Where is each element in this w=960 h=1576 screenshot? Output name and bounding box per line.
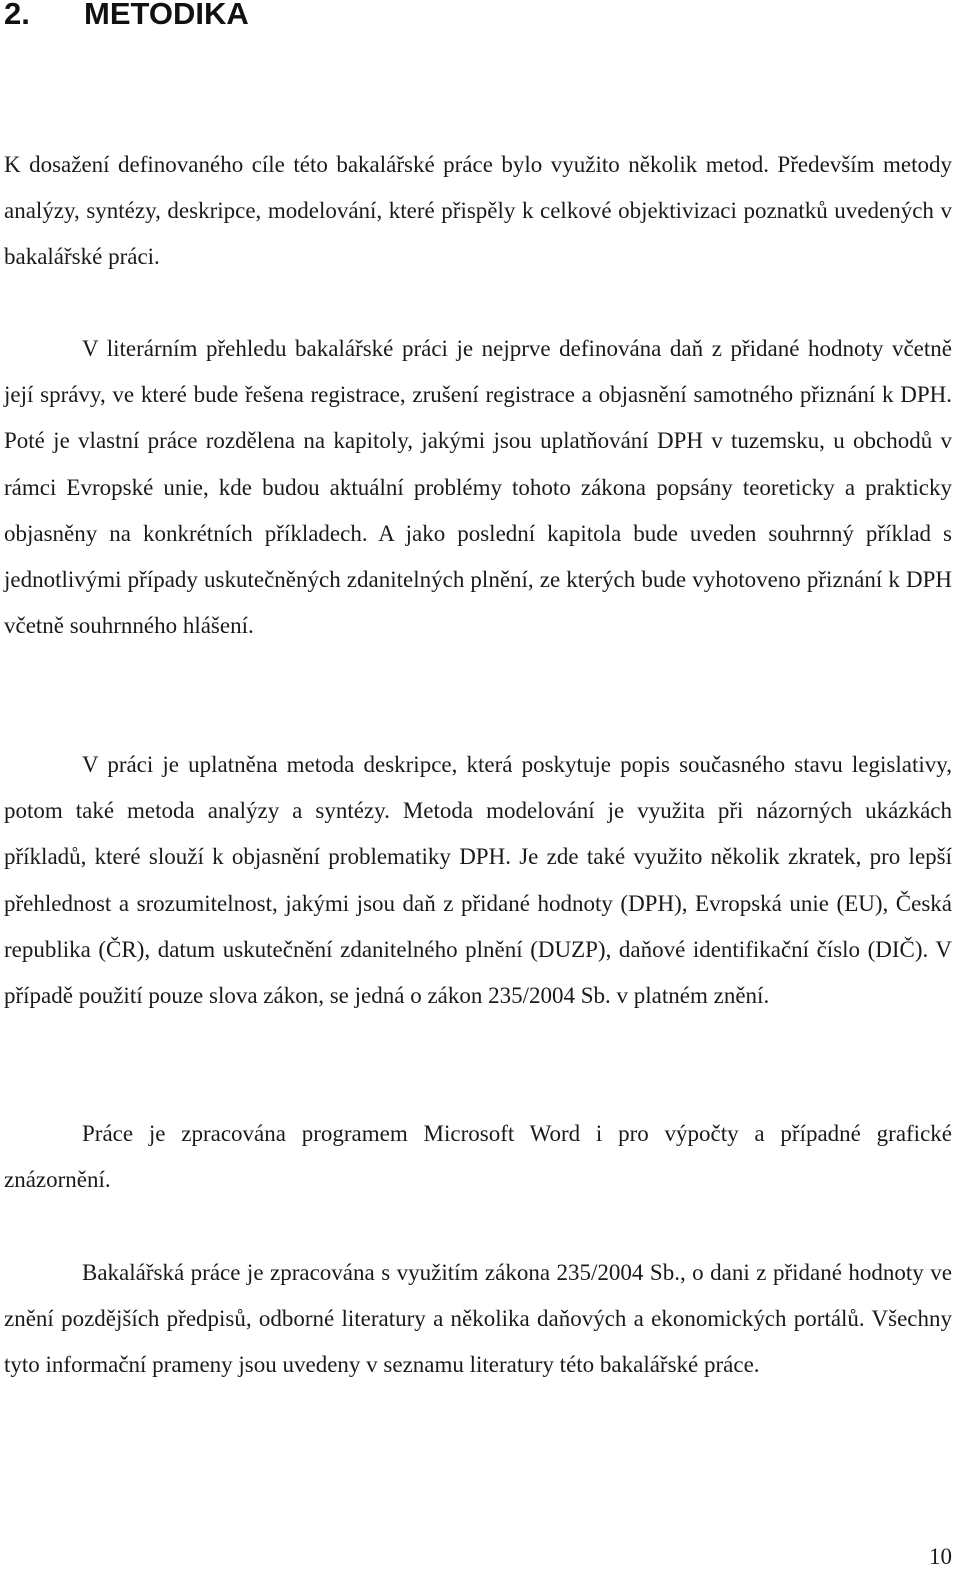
page-number: 10: [929, 1544, 952, 1569]
paragraph-methods: V práci je uplatněna metoda deskripce, která poskytuje popis současného stavu legislativy, potom také metoda analýzy a syntézy. Metoda modelování je využita při názorných ukázkách příkladů, které slouží k objasnění problematiky DPH. Je zde také využito několik zkratek, pro lepší přehlednost a srozumitelnost, jakými jsou daň z přidané hodnoty (DPH), Evropská unie (EU), Česká republika (ČR), datum uskutečnění zdanitelného plnění (DUZP), daňové identifikační číslo (DIČ). V případě použití pouze slova zákon, se jedná o zákon 235/2004 Sb. v platném znění.: [4, 752, 952, 1009]
chapter-heading: [4, 0, 249, 34]
chapter-number: 2.: [4, 0, 30, 31]
paragraph-sources: Bakalářská práce je zpracována s využitím zákona 235/2004 Sb., o dani z přidané hodnoty ve znění pozdějších předpisů, odborné literatury a několika daňových a ekonomických portálů. Všechny tyto informační prameny jsou uvedeny v seznamu literatury této bakalářské práce.: [4, 1260, 952, 1378]
paragraph-intro: K dosažení definovaného cíle této bakalářské práce bylo využito několik metod. Především metody analýzy, syntézy, deskripce, modelování, které přispěly k celkové objektivizaci poznatků uvedených v bakalářské práci.: [4, 152, 952, 270]
paragraph-literature-review: V literárním přehledu bakalářské práci je nejprve definována daň z přidané hodnoty včetně její správy, ve které bude řešena registrace, zrušení registrace a objasnění samotného přiznání k DPH. Poté je vlastní práce rozdělena na kapitoly, jakými jsou uplatňování DPH v tuzemsku, u obchodů v rámci Evropské unie, kde budou aktuální problémy tohoto zákona popsány teoreticky a prakticky objasněny na konkrétních příkladech. A jako poslední kapitola bude uveden souhrnný příklad s jednotlivými případy uskutečněných zdanitelných plnění, ze kterých bude vyhotoveno přiznání k DPH včetně souhrnného hlášení.: [4, 336, 952, 639]
chapter-title: METODIKA: [84, 0, 249, 31]
paragraph-software: Práce je zpracována programem Microsoft Word i pro výpočty a případné grafické znázornění.: [4, 1121, 952, 1193]
